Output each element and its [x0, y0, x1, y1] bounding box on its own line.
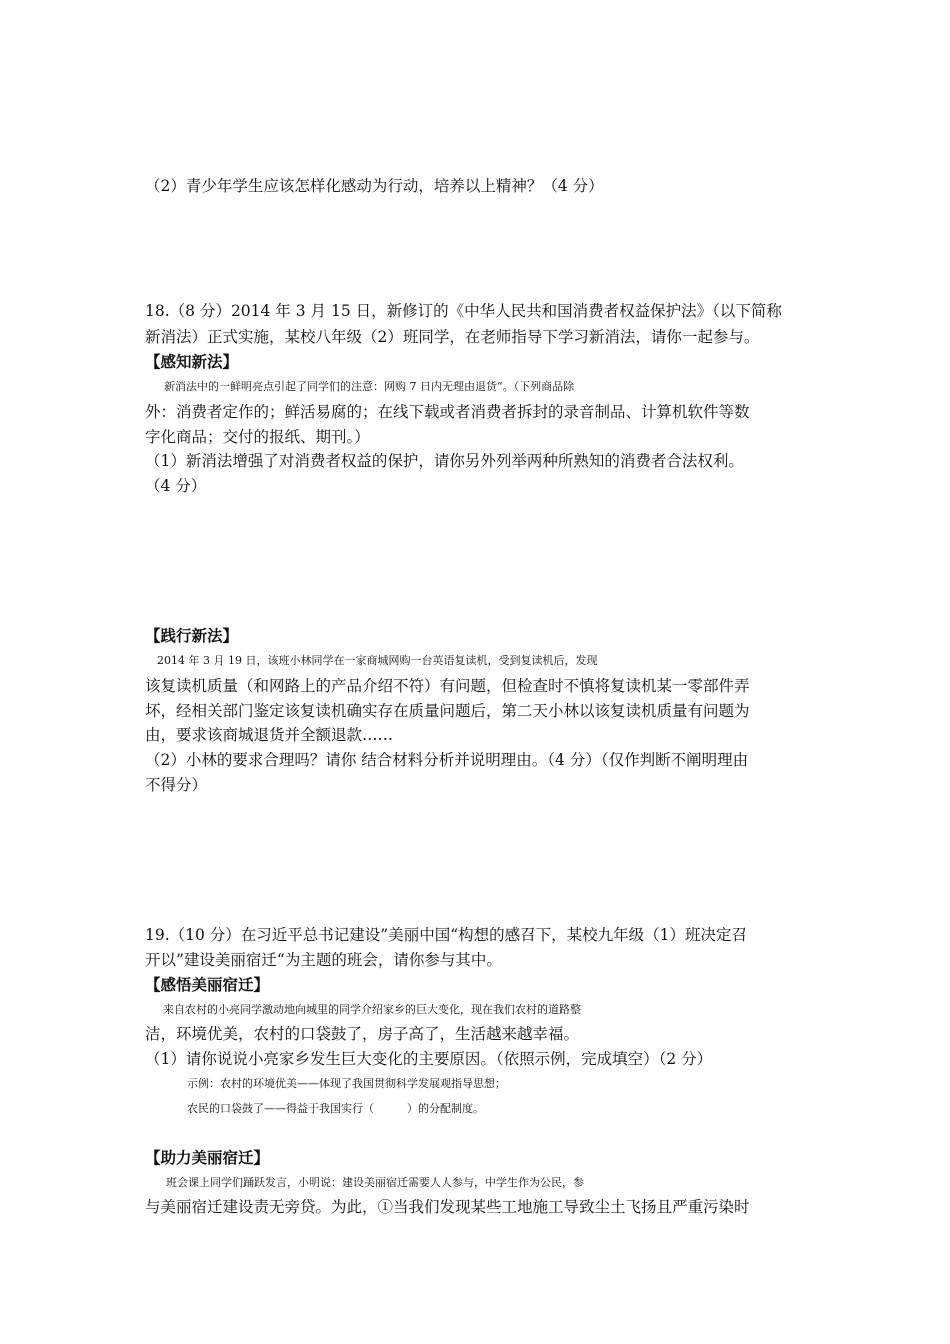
q18-sub1-line2: （4 分） [145, 477, 207, 495]
q19-material1-line2: 洁，环境优美，农村的口袋鼓了，房子高了，生活越来越幸福。 [145, 1025, 580, 1043]
q18-material2-line2: 该复读机质量（和网路上的产品介绍不符）有问题，但检查时不慎将复读机某一零部件弄 [145, 677, 750, 695]
q18-intro-line2: 新消法）正式实施，某校八年级（2）班同学，在老师指导下学习新消法，请你一起参与。 [145, 328, 760, 346]
q19-sub1: （1）请你说说小亮家乡发生巨大变化的主要原因。（依照示例，完成填空）（2 分） [145, 1050, 713, 1068]
q18-section2-title: 【践行新法】 [145, 626, 239, 645]
q18-material2-line4: 由，要求该商城退货并全额退款…… [145, 726, 394, 744]
q19-blank-line: 农民的口袋鼓了——得益于我国实行（ ）的分配制度。 [187, 1102, 484, 1115]
q19-material2-line2: 与美丽宿迁建设责无旁贷。为此，①当我们发现某些工地施工导致尘土飞扬且严重污染时 [145, 1198, 750, 1216]
q18-sub2-line2: 不得分） [145, 776, 208, 794]
q18-sub1-line1: （1）新消法增强了对消费者权益的保护，请你另外列举两种所熟知的消费者合法权利。 [145, 452, 744, 470]
q19-example-line: 示例：农村的环境优美——体现了我国贯彻科学发展观指导思想； [187, 1077, 506, 1090]
q18-material2-line3: 坏，经相关部门鉴定该复读机确实存在质量问题后，第二天小林以该复读机质量有问题为 [145, 702, 750, 720]
q19-section2-title: 【助力美丽宿迁】 [145, 1148, 270, 1167]
q19-material2-line1: 班会课上同学们踊跃发言，小明说：建设美丽宿迁需要人人参与，中学生作为公民，参 [166, 1176, 584, 1189]
q18-intro-line1: 18.（8 分）2014 年 3 月 15 日，新修订的《中华人民共和国消费者权益保护法》（以下简称 [145, 302, 782, 320]
q19-section1-title: 【感悟美丽宿迁】 [145, 975, 270, 994]
q18-material1-line1: 新消法中的一鲜明亮点引起了同学们的注意：网购 7 日内无理由退货“。（下列商品除 [164, 380, 575, 393]
q19-material1-line1: 来自农村的小亮同学激动地向城里的同学介绍家乡的巨大变化，现在我们农村的道路整 [163, 1003, 581, 1016]
q18-material1-line2: 外：消费者定作的；鲜活易腐的；在线下载或者消费者拆封的录音制品、计算机软件等数 [145, 403, 750, 421]
q17-sub2: （2）青少年学生应该怎样化感动为行动，培养以上精神？（4 分） [145, 177, 604, 195]
q18-material1-line3: 字化商品；交付的报纸、期刊。） [145, 428, 370, 446]
q18-section1-title: 【感知新法】 [145, 352, 239, 371]
q19-intro-line2: 开以”建设美丽宿迁“为主题的班会，请你参与其中。 [145, 951, 502, 969]
q19-intro-line1: 19.（10 分）在习近平总书记建设”美丽中国“构想的感召下，某校九年级（1）班决定召 [145, 926, 748, 944]
q18-sub2-line1: （2）小林的要求合理吗？请你 结合材料分析并说明理由。（4 分）（仅作判断不阐明理由 [145, 751, 749, 769]
q18-material2-line1: 2014 年 3 月 19 日，该班小林同学在一家商城网购一台英语复读机，受到复读机后，发现 [157, 654, 598, 667]
